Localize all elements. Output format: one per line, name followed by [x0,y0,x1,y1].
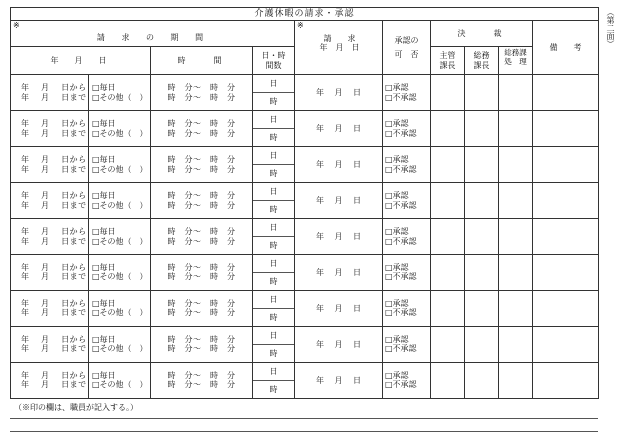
frequency-cell[interactable] [89,362,151,398]
time-range-line: 時 分～ 時 分 [167,128,236,138]
unit-hour: 時 [269,97,278,107]
request-row [11,326,599,362]
manager-stamp-cell[interactable] [431,255,465,291]
daily-checkbox[interactable]: □毎日 [92,119,116,129]
period-dates-cell[interactable] [11,219,89,255]
time-range-cell[interactable] [151,326,253,362]
general-manager-stamp-cell[interactable] [465,147,499,183]
time-range-line: 時 分～ 時 分 [167,200,236,210]
disapprove-checkbox[interactable]: □不承認 [385,164,417,174]
unit-cell[interactable] [253,255,295,291]
date-from: 年 月 日から [21,299,87,309]
disapprove-checkbox[interactable]: □不承認 [385,92,417,102]
frequency-cell[interactable] [89,111,151,147]
unit-hour: 時 [269,168,278,178]
date-to: 年 月 日まで [21,164,87,174]
daily-checkbox[interactable]: □毎日 [92,335,116,345]
period-dates-cell[interactable] [11,183,89,219]
request-date-cell[interactable]: 年 月 日 [295,290,383,326]
frequency-cell[interactable] [89,147,151,183]
time-range-cell[interactable] [151,219,253,255]
approve-checkbox[interactable]: □承認 [385,191,409,201]
date-from: 年 月 日から [21,191,87,201]
manager-line1: 主管 [439,51,456,61]
daily-checkbox[interactable]: □毎日 [92,299,116,309]
gen-mgr-line2: 課長 [473,60,490,70]
unit-hour: 時 [269,133,278,142]
footnote: （※印の欄は、職員が記入する。） [14,403,138,412]
general-manager-header [465,47,499,75]
time-range-line: 時 分～ 時 分 [167,371,236,381]
manager-stamp-cell[interactable] [431,75,465,111]
time-range-line: 時 分～ 時 分 [167,164,236,174]
gen-proc-line2: 処 理 [504,56,527,66]
request-row [11,255,599,291]
general-processing-cell[interactable] [499,183,533,219]
date-from: 年 月 日から [21,263,87,273]
date-to: 年 月 日まで [21,380,87,390]
approval-line2: 可 否 [394,49,419,59]
remarks-cell[interactable] [533,362,599,398]
time-range-line: 時 分～ 時 分 [167,119,236,129]
date-from: 年 月 日から [21,83,87,93]
date-from: 年 月 日から [21,371,87,381]
approve-checkbox[interactable]: □承認 [385,83,409,93]
unit-hour: 時 [269,276,278,286]
frequency-cell[interactable] [89,75,151,111]
unit-column-header [253,47,295,75]
unit-day: 日 [253,219,294,237]
unit-cell[interactable] [253,183,295,219]
request-row [11,147,599,183]
general-processing-header [499,47,533,75]
request-date-cell[interactable]: 年 月 日 [295,362,383,398]
general-manager-stamp-cell[interactable] [465,183,499,219]
approval-header [383,21,431,75]
frequency-cell[interactable] [89,183,151,219]
time-range-line: 時 分～ 時 分 [167,335,236,345]
request-date-cell[interactable]: 年 月 日 [295,326,383,362]
daily-checkbox[interactable]: □毎日 [92,371,116,381]
remarks-cell[interactable] [533,147,599,183]
blank-line [10,418,598,419]
other-checkbox[interactable]: □その他（ ） [92,200,148,210]
disapprove-checkbox[interactable]: □不承認 [385,272,417,282]
unit-cell[interactable] [253,75,295,111]
unit-line1: 日・時 [261,51,286,61]
date-from: 年 月 日から [21,227,87,237]
daily-checkbox[interactable]: □毎日 [92,83,116,93]
manager-stamp-cell[interactable] [431,111,465,147]
page-number-label: （第二面） [606,8,615,48]
approval-cell[interactable] [383,219,431,255]
time-range-line: 時 分～ 時 分 [167,155,236,165]
time-range-line: 時 分～ 時 分 [167,308,236,318]
manager-stamp-cell[interactable] [431,362,465,398]
approve-checkbox[interactable]: □承認 [385,119,409,129]
daily-checkbox[interactable]: □毎日 [92,263,116,273]
unit-hour: 時 [269,240,278,250]
general-processing-cell[interactable] [499,326,533,362]
disapprove-checkbox[interactable]: □不承認 [385,200,417,210]
time-range-line: 時 分～ 時 分 [167,83,236,93]
manager-stamp-cell[interactable] [431,147,465,183]
approve-checkbox[interactable]: □承認 [385,335,409,345]
date-from: 年 月 日から [21,155,87,165]
approval-cell[interactable] [383,183,431,219]
approval-line1: 承認の [394,36,419,46]
unit-day: 日 [253,291,294,309]
request-date-header [295,21,383,75]
unit-cell[interactable] [253,219,295,255]
unit-hour: 時 [269,312,278,322]
date-to: 年 月 日まで [21,308,87,318]
time-range-line: 時 分～ 時 分 [167,344,236,354]
request-row [11,219,599,255]
unit-cell[interactable] [253,147,295,183]
general-manager-stamp-cell[interactable] [465,111,499,147]
frequency-cell[interactable] [89,290,151,326]
time-range-line: 時 分～ 時 分 [167,227,236,237]
blank-line [10,431,598,432]
time-range-line: 時 分～ 時 分 [167,272,236,282]
unit-hour: 時 [269,384,278,394]
approval-cell[interactable] [383,290,431,326]
other-checkbox[interactable]: □その他（ ） [92,308,148,318]
time-range-cell[interactable] [151,111,253,147]
period-dates-cell[interactable] [11,290,89,326]
remarks-cell[interactable] [533,255,599,291]
mark-symbol: ※ [297,21,304,31]
approval-cell[interactable] [383,147,431,183]
unit-day: 日 [253,111,294,129]
disapprove-checkbox[interactable]: □不承認 [385,128,417,138]
date-from: 年 月 日から [21,119,87,129]
general-processing-cell[interactable] [499,147,533,183]
time-range-line: 時 分～ 時 分 [167,92,236,102]
period-dates-cell[interactable] [11,362,89,398]
period-dates-cell[interactable] [11,147,89,183]
approve-checkbox[interactable]: □承認 [385,263,409,273]
unit-day: 日 [253,147,294,165]
time-range-cell[interactable] [151,75,253,111]
other-checkbox[interactable]: □その他（ ） [92,380,148,390]
remarks-cell[interactable] [533,183,599,219]
frequency-cell[interactable] [89,326,151,362]
unit-day: 日 [253,183,294,201]
approve-checkbox[interactable]: □承認 [385,155,409,165]
date-to: 年 月 日まで [21,92,87,102]
period-dates-cell[interactable] [11,255,89,291]
period-dates-cell[interactable] [11,326,89,362]
unit-hour: 時 [269,348,278,358]
manager-stamp-cell[interactable] [431,219,465,255]
date-to: 年 月 日まで [21,128,87,138]
unit-cell[interactable] [253,326,295,362]
disapprove-checkbox[interactable]: □不承認 [385,308,417,318]
decision-header: 決 裁 [431,21,533,47]
gen-proc-line1: 総務課 [504,48,527,58]
date-to: 年 月 日まで [21,200,87,210]
general-processing-cell[interactable] [499,362,533,398]
time-range-cell[interactable] [151,183,253,219]
time-range-cell[interactable] [151,147,253,183]
other-checkbox[interactable]: □その他（ ） [92,128,148,138]
general-manager-stamp-cell[interactable] [465,219,499,255]
unit-cell[interactable] [253,362,295,398]
other-checkbox[interactable]: □その他（ ） [92,344,148,354]
date-column-header: 年 月 日 [11,47,151,75]
request-row [11,362,599,398]
disapprove-checkbox[interactable]: □不承認 [385,344,417,354]
manager-stamp-cell[interactable] [431,183,465,219]
unit-day: 日 [253,75,294,93]
time-range-line: 時 分～ 時 分 [167,299,236,309]
frequency-cell[interactable] [89,219,151,255]
disapprove-checkbox[interactable]: □不承認 [385,236,417,246]
period-dates-cell[interactable] [11,75,89,111]
daily-checkbox[interactable]: □毎日 [92,155,116,165]
time-range-line: 時 分～ 時 分 [167,191,236,201]
general-manager-stamp-cell[interactable] [465,362,499,398]
request-row [11,75,599,111]
date-to: 年 月 日まで [21,344,87,354]
gen-mgr-line1: 総務 [473,51,490,61]
request-period-header [11,21,295,47]
general-processing-cell[interactable] [499,219,533,255]
request-date-line2: 年 月 日 [319,43,360,53]
request-date-cell[interactable]: 年 月 日 [295,147,383,183]
unit-line2: 間数 [265,60,282,70]
approval-cell[interactable] [383,111,431,147]
unit-hour: 時 [269,204,278,214]
frequency-cell[interactable] [89,255,151,291]
approve-checkbox[interactable]: □承認 [385,227,409,237]
time-range-cell[interactable] [151,290,253,326]
time-range-line: 時 分～ 時 分 [167,263,236,273]
date-to: 年 月 日まで [21,272,87,282]
manager-header [431,47,465,75]
time-column-header: 時 間 [151,47,253,75]
general-manager-stamp-cell[interactable] [465,326,499,362]
time-range-line: 時 分～ 時 分 [167,236,236,246]
general-processing-cell[interactable] [499,111,533,147]
period-dates-cell[interactable] [11,111,89,147]
remarks-cell[interactable] [533,111,599,147]
request-row [11,111,599,147]
other-checkbox[interactable]: □その他（ ） [92,236,148,246]
time-range-cell[interactable] [151,255,253,291]
approval-cell[interactable] [383,362,431,398]
date-from: 年 月 日から [21,335,87,345]
daily-checkbox[interactable]: □毎日 [92,227,116,237]
manager-stamp-cell[interactable] [431,326,465,362]
remarks-cell[interactable] [533,219,599,255]
approval-cell[interactable] [383,75,431,111]
request-date-cell[interactable]: 年 月 日 [295,255,383,291]
remarks-cell[interactable] [533,75,599,111]
unit-day: 日 [253,255,294,273]
daily-checkbox[interactable]: □毎日 [92,191,116,201]
time-range-cell[interactable] [151,362,253,398]
other-checkbox[interactable]: □その他（ ） [92,164,148,174]
unit-cell[interactable] [253,111,295,147]
approval-cell[interactable] [383,255,431,291]
other-checkbox[interactable]: □その他（ ） [92,92,148,102]
general-processing-cell[interactable] [499,255,533,291]
request-row [11,290,599,326]
request-table [10,7,599,399]
other-checkbox[interactable]: □その他（ ） [92,272,148,282]
request-date-cell[interactable]: 年 月 日 [295,111,383,147]
request-row [11,183,599,219]
general-manager-stamp-cell[interactable] [465,255,499,291]
unit-day: 日 [253,363,294,381]
remarks-header: 備 考 [533,21,599,75]
manager-line2: 課長 [439,60,456,70]
approval-cell[interactable] [383,326,431,362]
remarks-cell[interactable] [533,326,599,362]
request-date-cell[interactable]: 年 月 日 [295,219,383,255]
approve-checkbox[interactable]: □承認 [385,371,409,381]
request-period-label: 請 求 の 期 間 [96,33,211,43]
mark-symbol: ※ [13,21,20,31]
remarks-cell[interactable] [533,290,599,326]
request-date-line1: 請 求 [323,34,356,44]
unit-day: 日 [253,327,294,345]
general-manager-stamp-cell[interactable] [465,75,499,111]
request-date-cell[interactable]: 年 月 日 [295,75,383,111]
general-manager-stamp-cell[interactable] [465,290,499,326]
form-title: 介護休暇の請求・承認 [11,8,599,21]
date-to: 年 月 日まで [21,236,87,246]
disapprove-checkbox[interactable]: □不承認 [385,380,417,390]
request-date-cell[interactable]: 年 月 日 [295,183,383,219]
manager-stamp-cell[interactable] [431,290,465,326]
general-processing-cell[interactable] [499,75,533,111]
unit-cell[interactable] [253,290,295,326]
time-range-line: 時 分～ 時 分 [167,380,236,390]
general-processing-cell[interactable] [499,290,533,326]
approve-checkbox[interactable]: □承認 [385,299,409,309]
